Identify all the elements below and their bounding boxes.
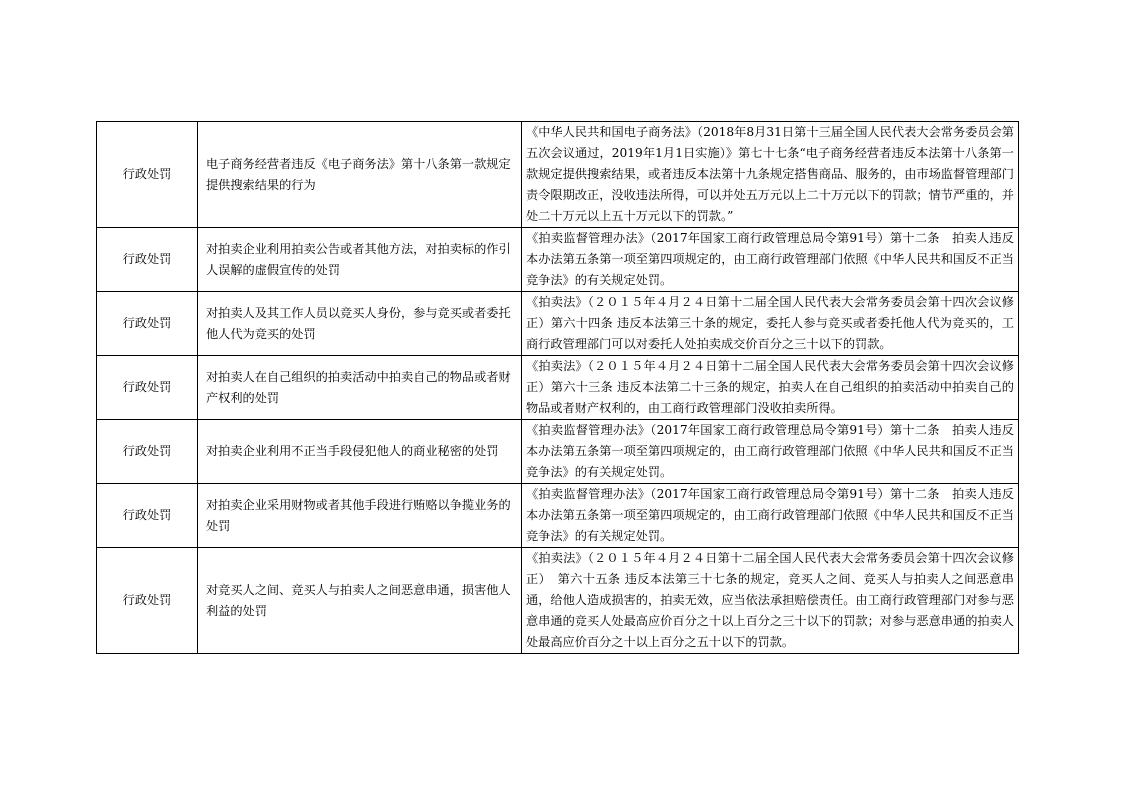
violation-behavior-cell: 对拍卖企业采用财物或者其他手段进行贿赂以争揽业务的处罚 <box>198 484 522 548</box>
violation-behavior-cell: 对竞买人之间、竞买人与拍卖人之间恶意串通，损害他人利益的处罚 <box>198 548 522 654</box>
violation-behavior-cell: 对拍卖人及其工作人员以竞买人身份，参与竞买或者委托他人代为竞买的处罚 <box>198 292 522 356</box>
legal-basis-cell: 《拍卖法》（２０１５年４月２４日第十二届全国人民代表大会常务委员会第十四次会议修正） 第六十五条 违反本法第三十七条的规定，竞买人之间、竞买人与拍卖人之间恶意串通，给他人造成损害的，拍卖无效，应当依法承担赔偿责任。由工商行政管理部门对参与恶意串通的竞买人处最高应价百分之十以上百分之三十以下的罚款；对参与恶意串通的拍卖人处最高应价百分之十以上百分之五十以下的罚款。 <box>522 548 1019 654</box>
table-row <box>97 356 1019 420</box>
legal-basis-cell: 《拍卖法》（２０１５年４月２４日第十二届全国人民代表大会常务委员会第十四次会议修正）第六十四条 违反本法第三十条的规定，委托人参与竞买或者委托他人代为竞买的，工商行政管理部门可以对委托人处拍卖成交价百分之三十以下的罚款。 <box>522 292 1019 356</box>
penalty-table <box>96 121 1019 654</box>
violation-behavior-cell: 对拍卖企业利用不正当手段侵犯他人的商业秘密的处罚 <box>198 420 522 484</box>
penalty-type-cell: 行政处罚 <box>97 484 198 548</box>
legal-basis-cell: 《中华人民共和国电子商务法》（2018年8月31日第十三届全国人民代表大会常务委员会第五次会议通过，2019年1月1日实施）》第七十七条“电子商务经营者违反本法第十八条第一款规定提供搜索结果，或者违反本法第十九条规定搭售商品、服务的，由市场监督管理部门责令限期改正，没收违法所得，可以并处五万元以上二十万元以下的罚款；情节严重的，并处二十万元以上五十万元以下的罚款。” <box>522 122 1019 228</box>
legal-basis-cell: 《拍卖监督管理办法》（2017年国家工商行政管理总局令第91号）第十二条 拍卖人违反本办法第五条第一项至第四项规定的，由工商行政管理部门依照《中华人民共和国反不正当竞争法》的有关规定处罚。 <box>522 420 1019 484</box>
penalty-type-cell: 行政处罚 <box>97 292 198 356</box>
table-row <box>97 228 1019 292</box>
table-row <box>97 484 1019 548</box>
table-row <box>97 420 1019 484</box>
penalty-type-cell: 行政处罚 <box>97 548 198 654</box>
violation-behavior-cell: 对拍卖企业利用拍卖公告或者其他方法，对拍卖标的作引人误解的虚假宣传的处罚 <box>198 228 522 292</box>
penalty-type-cell: 行政处罚 <box>97 228 198 292</box>
penalty-type-cell: 行政处罚 <box>97 356 198 420</box>
table-row <box>97 548 1019 654</box>
table-row <box>97 122 1019 228</box>
penalty-type-cell: 行政处罚 <box>97 122 198 228</box>
legal-basis-cell: 《拍卖法》（２０１５年４月２４日第十二届全国人民代表大会常务委员会第十四次会议修正）第六十三条 违反本法第二十三条的规定，拍卖人在自己组织的拍卖活动中拍卖自己的物品或者财产权利的，由工商行政管理部门没收拍卖所得。 <box>522 356 1019 420</box>
legal-basis-cell: 《拍卖监督管理办法》（2017年国家工商行政管理总局令第91号）第十二条 拍卖人违反本办法第五条第一项至第四项规定的，由工商行政管理部门依照《中华人民共和国反不正当竞争法》的有关规定处罚。 <box>522 228 1019 292</box>
table-row <box>97 292 1019 356</box>
penalty-type-cell: 行政处罚 <box>97 420 198 484</box>
legal-basis-cell: 《拍卖监督管理办法》（2017年国家工商行政管理总局令第91号）第十二条 拍卖人违反本办法第五条第一项至第四项规定的，由工商行政管理部门依照《中华人民共和国反不正当竞争法》的有关规定处罚。 <box>522 484 1019 548</box>
violation-behavior-cell: 电子商务经营者违反《电子商务法》第十八条第一款规定提供搜索结果的行为 <box>198 122 522 228</box>
violation-behavior-cell: 对拍卖人在自己组织的拍卖活动中拍卖自己的物品或者财产权利的处罚 <box>198 356 522 420</box>
